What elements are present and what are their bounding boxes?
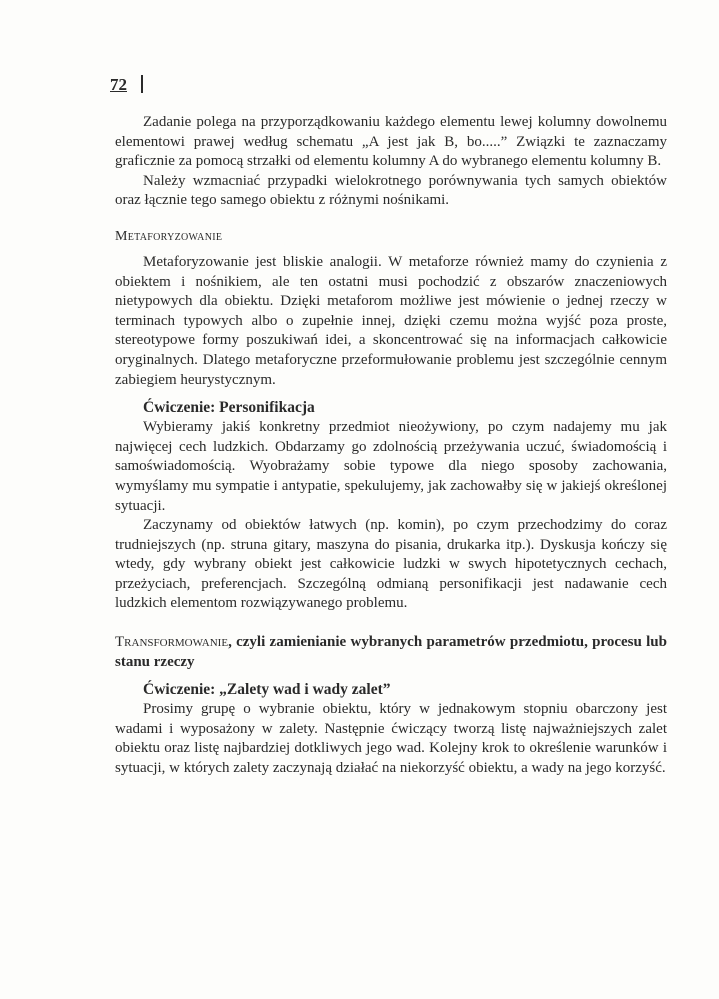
intro-paragraph-2: Należy wzmacniać przypadki wielokrotnego porównywania tych samych obiektów oraz łącznie tego samego obiektu z różnymi nośnikami. [115,172,667,209]
zalety-paragraph: Prosimy grupę o wybranie obiektu, który w jednakowym stopniu obarczony jest wadami i wyposażony w zalety. Następnie ćwiczący tworzą listę najważniejszych zalet obiektu oraz listę najbardziej dotkliwych jego wad. Kolejny krok to określenie warunków i sytuacji, w których zalety zaczynają działać na niekorzyść obiektu, a wady na jego korzyść. [115,701,667,776]
section-heading-metaforyzowanie: Metaforyzowanie [115,228,223,244]
page-number-rule [141,75,143,93]
exercise-title-personifikacja: Ćwiczenie: Personifikacja [143,399,315,417]
transformowanie-heading-rest: , czyli zamienianie wybranych parametrów przedmiotu, procesu lub stanu rzeczy [115,634,667,671]
exercise-title-zalety: Ćwiczenie: „Zalety wad i wady zalet” [143,681,391,699]
personifikacja-paragraph-1: Wybieramy jakiś konkretny przedmiot nieożywiony, po czym nadajemy mu jak najwięcej cech ludzkich. Obdarzamy go zdolnością przeżywania uczuć, świadomością i samoświadomością. Wyobrażamy sobie typowe dla niego sposoby zachowania, wymyślamy mu sympatie i antypatie, spekulujemy, jak zachowałby się w jakiejś określonej sytuacji. [115,419,667,514]
metaforyzowanie-paragraph: Metaforyzowanie jest bliskie analogii. W metaforze również mamy do czynienia z obiektem i nośnikiem, ale ten ostatni musi pochodzić z obszarów znaczeniowych nietypowych dla obiektu. Dzięki metaforom możliwe jest mówienie o jednej rzeczy w terminach typowych albo o zupełnie innej, dzięki czemu można wyjść poza proste, stereotypowe formy poszukiwań idei, a skoncentrować się na informacjach całkowicie oryginalnych. Dlatego metaforyczne przeformułowanie problemu jest szczególnie cennym zabiegiem heurystycznym. [115,253,667,388]
personifikacja-paragraph-2: Zaczynamy od obiektów łatwych (np. komin), po czym przechodzimy do coraz trudniejszych (np. struna gitary, maszyna do pisania, drukarka itp.). Dyskusja kończy się wtedy, gdy wybrany obiekt jest całkowicie ludzki w swych hipotetycznych cechach, przeżyciach, preferencjach. Szczególną odmianą personifikacji jest nadawanie cech ludzkich elementom rozwiązywanego problemu. [115,517,667,612]
transformowanie-smallcaps: Transformowanie [115,634,229,651]
page-number: 72 [110,75,127,94]
section-heading-transformowanie [115,632,667,672]
page-content [115,113,667,778]
intro-paragraph-1: Zadanie polega na przyporządkowaniu każdego elementu lewej kolumny dowolnemu elementowi prawej według schematu „A jest jak B, bo.....” Związki te zaznaczamy graficznie za pomocą strzałki od elementu kolumny A do wybranego elementu kolumny B. [115,114,667,170]
